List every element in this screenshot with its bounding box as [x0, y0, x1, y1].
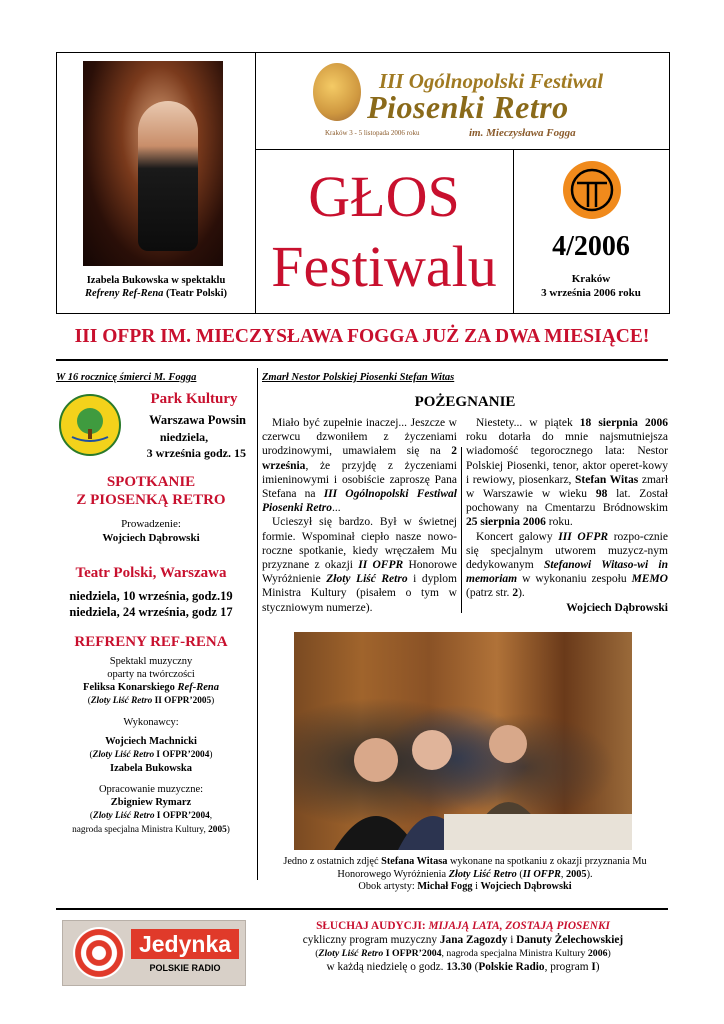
theatre-title: Teatr Polski, Warszawa: [75, 565, 227, 581]
polskie-radio-jedynka-logo: [62, 920, 246, 986]
award-edition: II OFPR’2005: [152, 696, 212, 706]
divider: [56, 908, 668, 910]
festival-logo-dates: Kraków 3 - 5 listopada 2006 roku: [325, 129, 420, 137]
festival-logo-line2: Piosenki Retro: [367, 89, 569, 125]
show-award: [88, 696, 215, 706]
text: Ucieszył się bardzo. Był w świetnej formie. Wspominał ciepło nasze nowo-roczne spotkanie, kiedy wręczałem Mu przyznane z okazji: [262, 516, 457, 572]
paren: (: [315, 948, 319, 960]
text: Koncert galowy: [476, 530, 559, 543]
award-text: nagroda specjalna Ministra Kultury,: [72, 825, 209, 835]
host-name: Wojciech Dąbrowski: [102, 532, 200, 544]
text-bold: Stefan Witas: [575, 473, 639, 486]
text: Miało być zupełnie inaczej... Jeszcze w czerwcu dzwoniłem z życzeniami urodzinowymi, umawiałem się na: [262, 417, 457, 458]
issue-city: Kraków: [571, 273, 611, 285]
event-photo: [294, 632, 632, 850]
meeting-title: [56, 473, 246, 509]
photo-cell: [57, 53, 256, 313]
show-author: Feliksa Konarskiego: [83, 682, 175, 693]
theatre-dates: [56, 588, 246, 620]
performer-photo: [83, 61, 223, 266]
paren: (: [87, 696, 91, 706]
article-paragraph: [262, 515, 457, 614]
article-column-2: [466, 416, 668, 615]
text: ).: [518, 587, 525, 600]
paren: ): [607, 948, 611, 960]
text-bold: 2 września: [262, 445, 457, 472]
performers-label: Wykonawcy:: [123, 717, 179, 728]
text: i dyplom Ministra Kultury (pisałem o tym w styczniowym numerze).: [262, 573, 457, 614]
caption-line: Izabela Bukowska w spektaklu: [86, 275, 226, 286]
text: w wykonaniu zespołu: [517, 573, 632, 586]
music-award-2: [72, 825, 230, 835]
text: Jedno z ostatnich zdjęć: [283, 856, 382, 867]
radio-program-title: [258, 920, 668, 934]
park-place: Warszawa Powsin: [149, 413, 246, 427]
award-name: Zloty Liść Retro: [92, 750, 155, 760]
main-headline: III OFPR IM. MIECZYSŁAWA FOGGA JUŻ ZA DWA MIESIĄCE!: [74, 326, 650, 347]
text-bold-italic: II OFPR: [522, 868, 561, 880]
music-block: [56, 783, 246, 837]
music-label: Opracowanie muzyczne:: [98, 784, 204, 795]
article-kicker: Zmarł Nestor Polskiej Piosenki Stefan Witas: [262, 372, 455, 383]
park-title: Park Kultury: [150, 391, 238, 407]
text-bold: 98: [595, 488, 608, 501]
issue-cell: [513, 149, 669, 313]
paren: (: [89, 811, 94, 821]
text: i: [472, 881, 481, 892]
article-paragraph: [466, 416, 668, 530]
title-glos: GŁOS: [308, 164, 460, 229]
radio-waves-icon: [73, 927, 125, 979]
music-award-1: [90, 811, 212, 821]
text-bold: Stefana Witasa: [381, 856, 448, 867]
paren: ): [226, 825, 230, 835]
text: ).: [586, 868, 593, 880]
festival-logo-patron: im. Mieczysława Fogga: [469, 127, 576, 139]
paren: ): [595, 960, 600, 973]
title-festiwalu: Festiwalu: [271, 234, 497, 299]
award-edition: I OFPR’2004: [383, 948, 442, 960]
text-bold: Wojciech Dąbrowski: [480, 881, 572, 892]
column-divider: [461, 447, 462, 613]
meeting-title-line1: SPOTKANIE: [106, 474, 196, 490]
caption-theatre: (Teatr Polski): [163, 288, 228, 299]
award-year: 2006: [587, 948, 608, 960]
text-bold: 18 sierpnia 2006: [579, 417, 668, 429]
show-desc-2: oparty na twórczości: [107, 669, 195, 680]
performers-block: [56, 716, 246, 775]
radio-logo-name: Jedynka: [131, 929, 239, 959]
text-bold: Michał Fogg: [417, 881, 473, 892]
text: SŁUCHAJ AUDYCJI:: [316, 920, 429, 932]
music-name: Zbigniew Rymarz: [110, 797, 192, 808]
text: lat. Został pochowany na Cmentarzu Bródnowskim: [466, 488, 668, 515]
host-label: Prowadzenie:: [121, 518, 181, 530]
text-bold-italic: III OFPR: [558, 530, 609, 543]
festival-logo: [255, 53, 669, 150]
time: 13.30: [446, 960, 472, 973]
text: Honorowe Wyróżnienie: [262, 559, 458, 586]
text-bold: 25 sierpnia 2006: [466, 516, 546, 529]
performer-1-award: [90, 750, 213, 760]
article-signature: Wojciech Dąbrowski: [566, 601, 668, 614]
event-photo-scene: [294, 632, 632, 850]
theatre-logo-icon: [563, 161, 621, 219]
park-date: 3 września godz. 15: [146, 446, 246, 460]
comma: ,: [209, 811, 213, 821]
issue-number: 4/2006: [552, 231, 630, 262]
article-column-1: [262, 416, 457, 615]
text: w każdą niedzielę o godz.: [326, 960, 447, 973]
text-bold-italic: Stefanowi Witaso-wi in memoriam: [466, 559, 668, 586]
theatre-logo-mark: [563, 161, 621, 219]
text: (patrz str.: [466, 587, 513, 600]
radio-program-block: [258, 920, 668, 974]
text: Niestety... w piątek: [476, 417, 580, 429]
issue-date: 3 września 2006 roku: [541, 287, 641, 299]
text: (: [516, 868, 523, 880]
text: i: [507, 933, 517, 946]
award-name: Zloty Liść Retro: [90, 696, 153, 706]
masthead: [56, 52, 670, 314]
paren: ): [209, 750, 213, 760]
text: , że przyjdę z życzeniami imieninowymi i osobiście zaproszę Pana Stefana na: [262, 459, 457, 501]
award-name: Złoty Liść Retro: [448, 868, 517, 880]
text: Obok artysty:: [358, 881, 418, 892]
title-cell: [255, 149, 514, 313]
performer-figure: [138, 101, 198, 251]
station: Polskie Radio: [478, 960, 545, 973]
program-number: I: [591, 960, 596, 973]
text: , program: [544, 960, 592, 973]
award-edition: I OFPR’2004: [154, 750, 210, 760]
host-block: [56, 517, 246, 545]
radio-program-award: [258, 947, 668, 961]
radio-program-hosts: [258, 934, 668, 948]
text: roku.: [545, 516, 573, 529]
left-column: [56, 372, 246, 837]
paren: ): [211, 696, 215, 706]
award-edition: I OFPR’2004: [154, 811, 210, 821]
text: zmarł w Warszawie w wieku: [466, 473, 669, 501]
text-bold-italic: II OFPR: [358, 559, 404, 572]
music-note-icon: [313, 63, 361, 121]
text-bold-italic: MEMO: [631, 573, 668, 586]
text: , nagroda specjalna Ministra Kultury: [441, 948, 588, 960]
park-block: [56, 391, 246, 467]
radio-logo-sub: POLSKIE RADIO: [149, 963, 221, 973]
text: roku dotarła do mnie najsmutniejsza wiadomość tegorocznego lata: Nestor Polskiej Piosenki, tenor, aktor operet-kowy i rewiowy, piosenkarz,: [466, 431, 668, 486]
host-2: Danuty Żelechowskiej: [516, 933, 624, 946]
park-day: niedziela,: [159, 430, 209, 444]
text: ...: [331, 502, 341, 515]
text-bold: 2005: [565, 868, 587, 880]
left-kicker: W 16 rocznicę śmierci M. Fogga: [56, 372, 197, 383]
paren: (: [89, 750, 93, 760]
text-bold: 2: [512, 587, 519, 600]
park-kultury-logo-icon: [58, 393, 122, 457]
award-name: Złoty Liść Retro: [326, 573, 408, 586]
text: rozpo-cznie się specjalnym utworem muzycz-nym dedykowanym: [466, 530, 668, 572]
text: (: [471, 960, 479, 973]
host-1: Jana Zagozdy: [439, 933, 508, 946]
photo-caption: [57, 274, 255, 300]
text: wykonane na spotkaniu z okazji przyznania Mu Honorowego Wyróżnienia: [337, 856, 647, 880]
festival-name: III Ogólnopolski Festiwal Piosenki Retro: [262, 488, 457, 515]
show-author-alias: Ref-Rena: [177, 682, 219, 693]
article-paragraph: [466, 530, 668, 601]
caption-show-title: Refreny Ref-Rena: [84, 288, 164, 299]
text: ,: [560, 868, 566, 880]
article-title: POŻEGNANIE: [414, 394, 516, 410]
divider: [56, 359, 668, 361]
award-name: Zloty Liść Retro: [318, 948, 384, 960]
performer-1: Wojciech Machnicki: [105, 736, 197, 747]
show-desc-1: Spektakl muzyczny: [109, 656, 193, 667]
performer-2: Izabela Bukowska: [110, 763, 192, 774]
show-title: REFRENY REF-RENA: [74, 634, 228, 650]
program-name: MIJAJĄ LATA, ZOSTAJĄ PIOSENKI: [428, 920, 610, 932]
column-divider: [257, 368, 258, 880]
theatre-date-1: niedziela, 10 września, godz.19: [69, 589, 233, 603]
festival-logo-line1: III Ogólnopolski Festiwal: [379, 69, 604, 93]
meeting-title-line2: Z PIOSENKĄ RETRO: [76, 492, 226, 508]
award-name: Zloty Liść Retro: [93, 811, 155, 821]
event-photo-caption: [262, 856, 668, 894]
article-paragraph: [262, 416, 457, 515]
award-year: 2005: [208, 825, 227, 835]
radio-program-time: [258, 961, 668, 975]
text: cykliczny program muzyczny: [302, 933, 440, 946]
show-details: [56, 655, 246, 708]
theatre-date-2: niedziela, 24 września, godz 17: [69, 605, 233, 619]
